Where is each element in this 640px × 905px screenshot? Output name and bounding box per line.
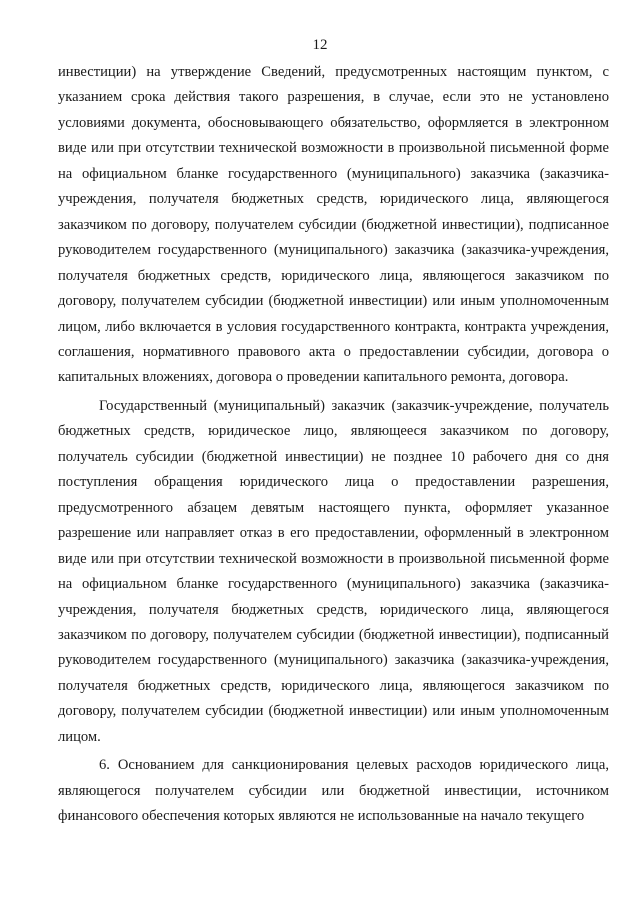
paragraph-item-6: 6. Основанием для санкционирования целевых расходов юридического лица, являющегося получателем субсидии или бюджетной инвестиции, источником финансового обеспечения которых являются не использованные на начало текущего	[58, 757, 609, 825]
page-number: 12	[312, 37, 328, 53]
paragraph-continuation: инвестиции) на утверждение Сведений, предусмотренных настоящим пунктом, с указанием срока действия такого разрешения, в случае, если это не установлено условиями документа, обосновывающего обязательство, оформляется в электронном виде или при отсутствии технической возможности в произвольной письменной форме на официальном бланке государственного (муниципального) заказчика (заказчика-учреждения, получателя бюджетных средств, юридического лица, являющегося заказчиком по договору, получателем субсидии (бюджетной инвестиции), подписанное руководителем государственного (муниципального) заказчика (заказчика-учреждения, получателя бюджетных средств, юридического лица, являющегося заказчиком по договору, получателем субсидии (бюджетной инвестиции) или иным уполномоченным лицом, либо включается в условия государственного контракта, контракта учреждения, соглашения, нормативного правового акта о предоставлении субсидии, договора о капитальных вложениях, договора о проведении капитального ремонта, договора.	[58, 64, 609, 386]
paragraph-customer-permission: Государственный (муниципальный) заказчик (заказчик-учреждение, получатель бюджетных средств, юридическое лицо, являющееся заказчиком по договору, получатель субсидии (бюджетной инвестиции) не позднее 10 рабочего дня со дня поступления обращения юридического лица о предоставлении разрешения, предусмотренного абзацем девятым настоящего пункта, оформляет указанное разрешение или направляет отказ в его предоставлении, оформленный в электронном виде или при отсутствии технической возможности в произвольной письменной форме на официальном бланке государственного (муниципального) заказчика (заказчика-учреждения, получателя бюджетных средств, юридического лица, являющегося заказчиком по договору, получателем субсидии (бюджетной инвестиции), подписанный руководителем государственного (муниципального) заказчика (заказчика-учреждения, получателя бюджетных средств, юридического лица, являющегося заказчиком по договору, получателем субсидии (бюджетной инвестиции) или иным уполномоченным лицом.	[58, 397, 609, 745]
body-text	[58, 60, 609, 830]
